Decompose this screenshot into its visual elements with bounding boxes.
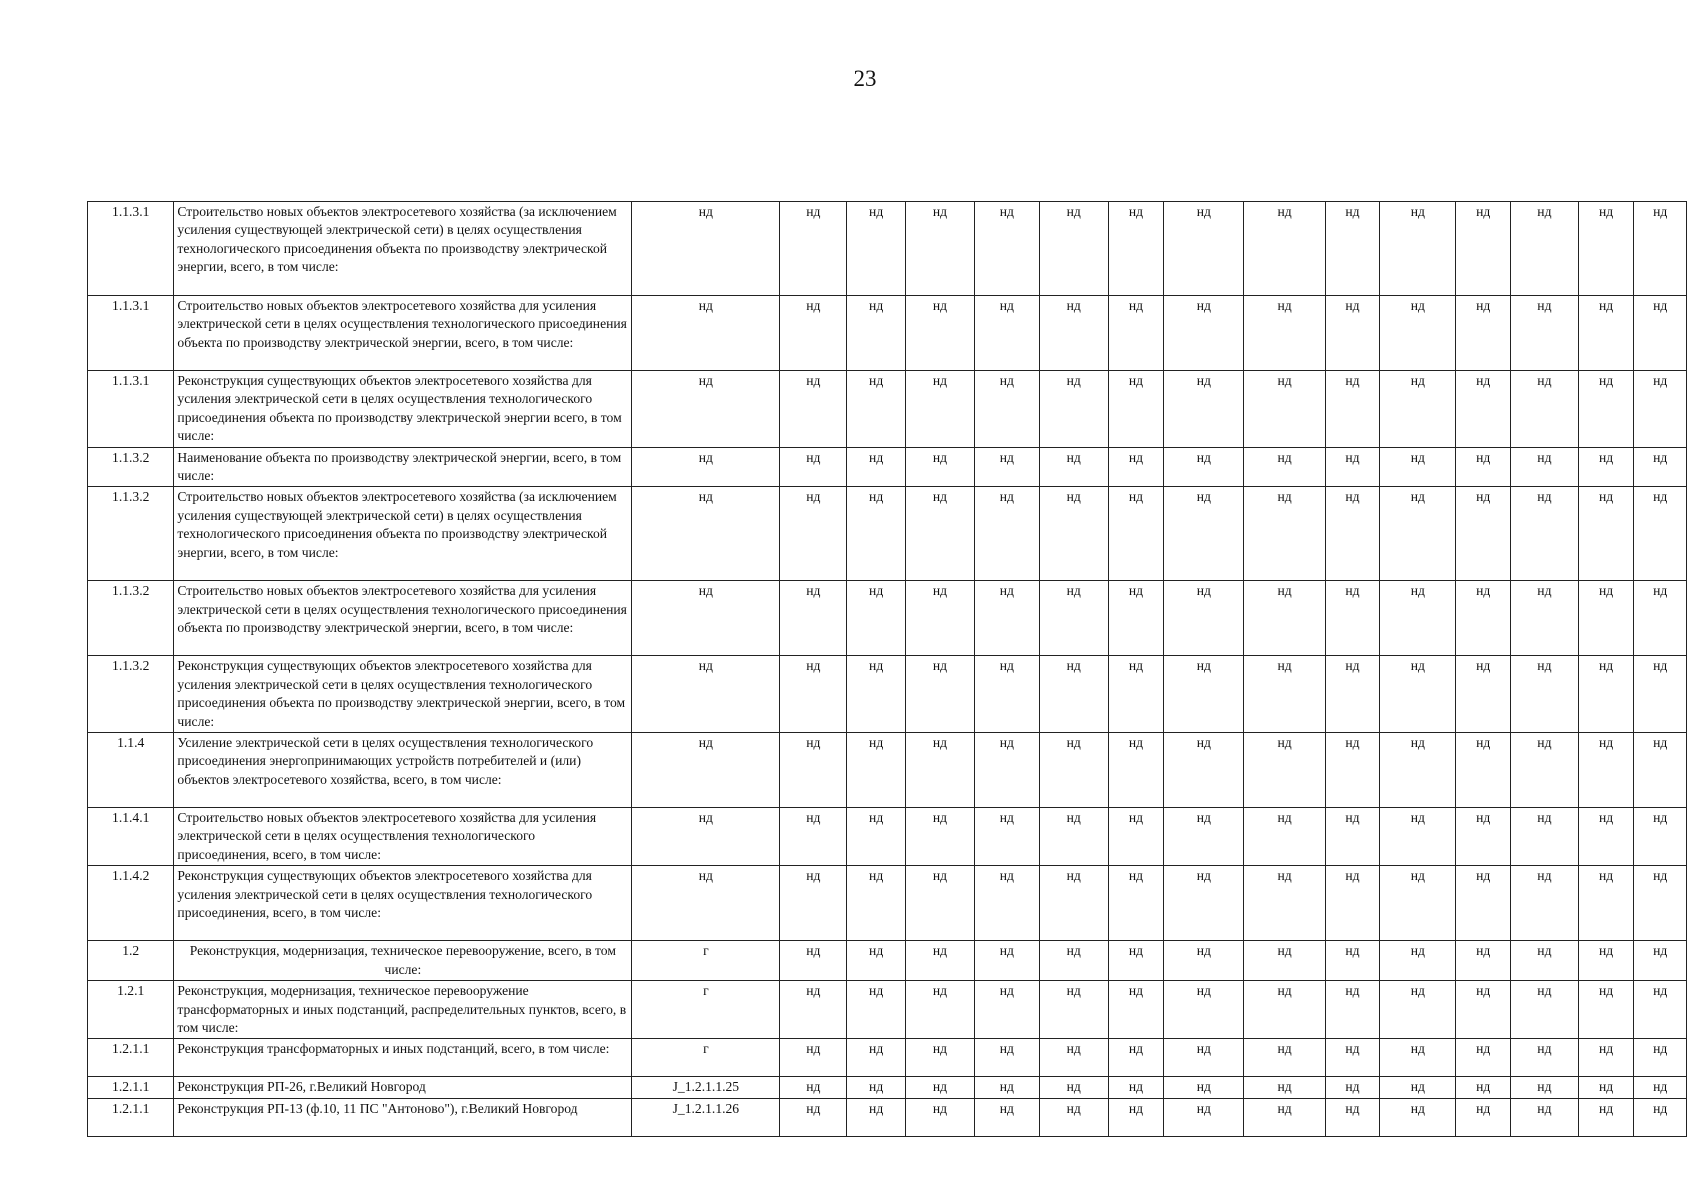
value-cell: нд [780,296,847,371]
value-cell: нд [1164,1099,1244,1137]
row-id-cell: J_1.2.1.1.26 [632,1099,780,1137]
value-cell: нд [780,1099,847,1137]
row-id-cell: нд [632,866,780,941]
value-cell: нд [1380,656,1456,733]
table-row [88,1039,1687,1077]
value-cell: нд [1325,808,1380,866]
value-cell: нд [1039,1039,1108,1077]
value-cell: нд [1578,981,1634,1039]
value-cell: нд [1108,581,1164,656]
value-cell: нд [1325,581,1380,656]
value-cell: нд [1380,1039,1456,1077]
row-code-cell: 1.1.3.2 [88,487,174,581]
value-cell: нд [1164,941,1244,981]
value-cell: нд [905,1099,974,1137]
value-cell: нд [905,296,974,371]
value-cell: нд [1164,1039,1244,1077]
value-cell: нд [1456,808,1511,866]
row-id-cell: нд [632,371,780,448]
value-cell: нд [974,581,1039,656]
value-cell: нд [1244,1099,1325,1137]
row-id-cell: нд [632,581,780,656]
value-cell: нд [1039,808,1108,866]
table-row [88,296,1687,371]
row-code-cell: 1.2.1.1 [88,1039,174,1077]
value-cell: нд [1380,371,1456,448]
value-cell: нд [847,202,906,296]
row-name-cell: Реконструкция, модернизация, техническое перевооружение трансформаторных и иных подстанций, распределительных пунктов, всего, в том числе: [174,981,632,1039]
value-cell: нд [1510,733,1578,808]
table-row [88,733,1687,808]
value-cell: нд [1380,1077,1456,1099]
value-cell: нд [1039,447,1108,487]
value-cell: нд [974,202,1039,296]
table-row [88,581,1687,656]
row-id-cell: нд [632,733,780,808]
value-cell: нд [847,941,906,981]
value-cell: нд [905,202,974,296]
value-cell: нд [1244,296,1325,371]
value-cell: нд [847,371,906,448]
value-cell: нд [1039,866,1108,941]
value-cell: нд [1164,487,1244,581]
row-id-cell: нд [632,447,780,487]
value-cell: нд [1380,202,1456,296]
row-code-cell: 1.1.3.2 [88,447,174,487]
value-cell: нд [1634,1077,1687,1099]
value-cell: нд [1634,487,1687,581]
row-code-cell: 1.1.3.2 [88,656,174,733]
value-cell: нд [1108,941,1164,981]
value-cell: нд [1578,1077,1634,1099]
value-cell: нд [780,656,847,733]
value-cell: нд [1325,487,1380,581]
value-cell: нд [905,941,974,981]
value-cell: нд [1634,371,1687,448]
row-name-cell: Усиление электрической сети в целях осуществления технологического присоединения энергопринимающих устройств потребителей и (или) объектов электросетевого хозяйства, всего, в том числе: [174,733,632,808]
value-cell: нд [1510,202,1578,296]
value-cell: нд [780,447,847,487]
value-cell: нд [847,487,906,581]
value-cell: нд [1244,866,1325,941]
value-cell: нд [1108,447,1164,487]
value-cell: нд [1634,866,1687,941]
value-cell: нд [905,487,974,581]
value-cell: нд [905,447,974,487]
row-id-cell: г [632,1039,780,1077]
value-cell: нд [1510,941,1578,981]
value-cell: нд [780,808,847,866]
row-id-cell: нд [632,656,780,733]
row-code-cell: 1.1.4.2 [88,866,174,941]
value-cell: нд [847,733,906,808]
row-code-cell: 1.2.1.1 [88,1077,174,1099]
value-cell: нд [1510,447,1578,487]
value-cell: нд [1325,1077,1380,1099]
table-row [88,202,1687,296]
value-cell: нд [1164,202,1244,296]
row-id-cell: J_1.2.1.1.25 [632,1077,780,1099]
row-id-cell: г [632,981,780,1039]
page-number: 23 [853,66,877,91]
value-cell: нд [1510,487,1578,581]
value-cell: нд [974,981,1039,1039]
value-cell: нд [1456,296,1511,371]
value-cell: нд [847,1077,906,1099]
value-cell: нд [1456,656,1511,733]
value-cell: нд [974,447,1039,487]
table-row [88,808,1687,866]
row-name-cell: Наименование объекта по производству электрической энергии, всего, в том числе: [174,447,632,487]
row-name-cell: Реконструкция существующих объектов электросетевого хозяйства для усиления электрической сети в целях осуществления технологического присоединения, всего, в том числе: [174,866,632,941]
value-cell: нд [1108,981,1164,1039]
value-cell: нд [1244,202,1325,296]
value-cell: нд [1578,866,1634,941]
value-cell: нд [1380,581,1456,656]
value-cell: нд [1244,487,1325,581]
value-cell: нд [847,1099,906,1137]
value-cell: нд [1456,733,1511,808]
value-cell: нд [1325,447,1380,487]
value-cell: нд [1634,1099,1687,1137]
value-cell: нд [974,487,1039,581]
value-cell: нд [780,733,847,808]
row-name-cell: Реконструкция РП-13 (ф.10, 11 ПС "Антоново"), г.Великий Новгород [174,1099,632,1137]
value-cell: нд [847,296,906,371]
row-code-cell: 1.1.3.1 [88,296,174,371]
value-cell: нд [905,1039,974,1077]
row-code-cell: 1.1.4.1 [88,808,174,866]
table-row [88,371,1687,448]
value-cell: нд [1510,981,1578,1039]
row-id-cell: г [632,941,780,981]
value-cell: нд [1108,1099,1164,1137]
value-cell: нд [1325,1039,1380,1077]
value-cell: нд [1578,487,1634,581]
value-cell: нд [905,581,974,656]
value-cell: нд [1578,447,1634,487]
value-cell: нд [780,941,847,981]
value-cell: нд [1244,656,1325,733]
value-cell: нд [1578,1099,1634,1137]
value-cell: нд [1164,296,1244,371]
value-cell: нд [1244,941,1325,981]
table-row [88,866,1687,941]
value-cell: нд [1244,447,1325,487]
value-cell: нд [1244,581,1325,656]
value-cell: нд [780,202,847,296]
value-cell: нд [974,296,1039,371]
value-cell: нд [1510,808,1578,866]
value-cell: нд [1456,447,1511,487]
value-cell: нд [1456,202,1511,296]
value-cell: нд [1325,656,1380,733]
value-cell: нд [1380,733,1456,808]
table-row [88,656,1687,733]
value-cell: нд [847,1039,906,1077]
row-code-cell: 1.1.3.2 [88,581,174,656]
value-cell: нд [1108,1077,1164,1099]
value-cell: нд [1164,656,1244,733]
value-cell: нд [1578,656,1634,733]
value-cell: нд [780,866,847,941]
value-cell: нд [1634,581,1687,656]
value-cell: нд [1578,581,1634,656]
value-cell: нд [1325,981,1380,1039]
value-cell: нд [847,656,906,733]
value-cell: нд [847,866,906,941]
row-name-cell: Реконструкция существующих объектов электросетевого хозяйства для усиления электрической сети в целях осуществления технологического присоединения объекта по производству электрической энергии, всего, в том числе: [174,656,632,733]
value-cell: нд [1634,733,1687,808]
value-cell: нд [1578,202,1634,296]
value-cell: нд [1456,487,1511,581]
row-id-cell: нд [632,296,780,371]
value-cell: нд [1164,733,1244,808]
value-cell: нд [974,733,1039,808]
value-cell: нд [1456,371,1511,448]
value-cell: нд [1244,981,1325,1039]
value-cell: нд [780,487,847,581]
value-cell: нд [847,447,906,487]
value-cell: нд [1578,808,1634,866]
value-cell: нд [974,1039,1039,1077]
value-cell: нд [1578,1039,1634,1077]
value-cell: нд [1578,941,1634,981]
row-id-cell: нд [632,202,780,296]
value-cell: нд [1380,447,1456,487]
table-row [88,1099,1687,1137]
value-cell: нд [1578,296,1634,371]
value-cell: нд [1456,941,1511,981]
value-cell: нд [1039,487,1108,581]
value-cell: нд [1456,1077,1511,1099]
value-cell: нд [1510,1039,1578,1077]
value-cell: нд [1244,1077,1325,1099]
table-row [88,487,1687,581]
value-cell: нд [1108,296,1164,371]
value-cell: нд [1325,733,1380,808]
value-cell: нд [1325,202,1380,296]
value-cell: нд [905,1077,974,1099]
value-cell: нд [1039,733,1108,808]
value-cell: нд [1510,1077,1578,1099]
value-cell: нд [1380,1099,1456,1137]
value-cell: нд [1510,656,1578,733]
value-cell: нд [780,1039,847,1077]
value-cell: нд [1039,202,1108,296]
row-name-cell: Реконструкция РП-26, г.Великий Новгород [174,1077,632,1099]
value-cell: нд [1456,1099,1511,1137]
row-name-cell: Строительство новых объектов электросетевого хозяйства для усиления электрической сети в целях осуществления технологического присоединения, всего, в том числе: [174,808,632,866]
value-cell: нд [1039,656,1108,733]
row-name-cell: Реконструкция существующих объектов электросетевого хозяйства для усиления электрической сети в целях осуществления технологического присоединения объекта по производству электрической энергии всего, в том числе: [174,371,632,448]
value-cell: нд [1039,1099,1108,1137]
row-name-cell: Строительство новых объектов электросетевого хозяйства (за исключением усиления существующей электрической сети) в целях осуществления технологического присоединения объекта по производству электрической энергии, всего, в том числе: [174,202,632,296]
value-cell: нд [847,981,906,1039]
value-cell: нд [1164,866,1244,941]
value-cell: нд [1634,1039,1687,1077]
value-cell: нд [1456,1039,1511,1077]
value-cell: нд [1380,487,1456,581]
value-cell: нд [1380,941,1456,981]
value-cell: нд [1039,581,1108,656]
value-cell: нд [1380,808,1456,866]
value-cell: нд [905,808,974,866]
value-cell: нд [1510,866,1578,941]
value-cell: нд [905,371,974,448]
value-cell: нд [780,371,847,448]
value-cell: нд [1634,656,1687,733]
value-cell: нд [974,656,1039,733]
value-cell: нд [1164,447,1244,487]
value-cell: нд [1325,1099,1380,1137]
value-cell: нд [1164,981,1244,1039]
value-cell: нд [1325,866,1380,941]
value-cell: нд [1634,981,1687,1039]
value-cell: нд [1325,371,1380,448]
value-cell: нд [1164,808,1244,866]
value-cell: нд [974,941,1039,981]
value-cell: нд [1164,1077,1244,1099]
row-code-cell: 1.2.1 [88,981,174,1039]
value-cell: нд [905,656,974,733]
value-cell: нд [1510,1099,1578,1137]
value-cell: нд [1039,981,1108,1039]
value-cell: нд [1244,808,1325,866]
value-cell: нд [1039,1077,1108,1099]
value-cell: нд [1634,447,1687,487]
table-row [88,447,1687,487]
row-code-cell: 1.2 [88,941,174,981]
row-id-cell: нд [632,808,780,866]
value-cell: нд [1039,296,1108,371]
value-cell: нд [1510,371,1578,448]
row-name-cell: Строительство новых объектов электросетевого хозяйства (за исключением усиления существующей электрической сети) в целях осуществления технологического присоединения объекта по производству электрической энергии, всего, в том числе: [174,487,632,581]
row-name-cell: Реконструкция трансформаторных и иных подстанций, всего, в том числе: [174,1039,632,1077]
value-cell: нд [1634,941,1687,981]
value-cell: нд [1164,371,1244,448]
value-cell: нд [1456,866,1511,941]
value-cell: нд [1634,808,1687,866]
value-cell: нд [1634,202,1687,296]
value-cell: нд [1108,371,1164,448]
value-cell: нд [1510,581,1578,656]
value-cell: нд [905,981,974,1039]
value-cell: нд [847,581,906,656]
table-row [88,1077,1687,1099]
value-cell: нд [974,371,1039,448]
value-cell: нд [1380,296,1456,371]
value-cell: нд [1244,733,1325,808]
value-cell: нд [1108,202,1164,296]
value-cell: нд [1380,981,1456,1039]
value-cell: нд [1244,1039,1325,1077]
value-cell: нд [847,808,906,866]
value-cell: нд [1380,866,1456,941]
row-name-cell: Строительство новых объектов электросетевого хозяйства для усиления электрической сети в целях осуществления технологического присоединения объекта по производству электрической энергии, всего, в том числе: [174,296,632,371]
value-cell: нд [1510,296,1578,371]
value-cell: нд [1108,1039,1164,1077]
investment-program-table [87,201,1687,1137]
table-row [88,941,1687,981]
value-cell: нд [1244,371,1325,448]
value-cell: нд [780,1077,847,1099]
row-name-cell: Реконструкция, модернизация, техническое перевооружение, всего, в том числе: [174,941,632,981]
row-code-cell: 1.1.3.1 [88,371,174,448]
value-cell: нд [1456,581,1511,656]
value-cell: нд [1456,981,1511,1039]
value-cell: нд [974,1099,1039,1137]
value-cell: нд [1164,581,1244,656]
value-cell: нд [1108,866,1164,941]
value-cell: нд [1578,733,1634,808]
row-code-cell: 1.1.4 [88,733,174,808]
value-cell: нд [974,808,1039,866]
value-cell: нд [1578,371,1634,448]
value-cell: нд [780,581,847,656]
table-row [88,981,1687,1039]
value-cell: нд [780,981,847,1039]
value-cell: нд [1108,487,1164,581]
value-cell: нд [1039,941,1108,981]
row-id-cell: нд [632,487,780,581]
value-cell: нд [1325,941,1380,981]
value-cell: нд [1108,808,1164,866]
value-cell: нд [905,733,974,808]
value-cell: нд [905,866,974,941]
value-cell: нд [1108,656,1164,733]
value-cell: нд [974,866,1039,941]
row-code-cell: 1.1.3.1 [88,202,174,296]
value-cell: нд [974,1077,1039,1099]
value-cell: нд [1634,296,1687,371]
row-name-cell: Строительство новых объектов электросетевого хозяйства для усиления электрической сети в целях осуществления технологического присоединения объекта по производству электрической энергии, всего, в том числе: [174,581,632,656]
value-cell: нд [1039,371,1108,448]
value-cell: нд [1325,296,1380,371]
row-code-cell: 1.2.1.1 [88,1099,174,1137]
value-cell: нд [1108,733,1164,808]
